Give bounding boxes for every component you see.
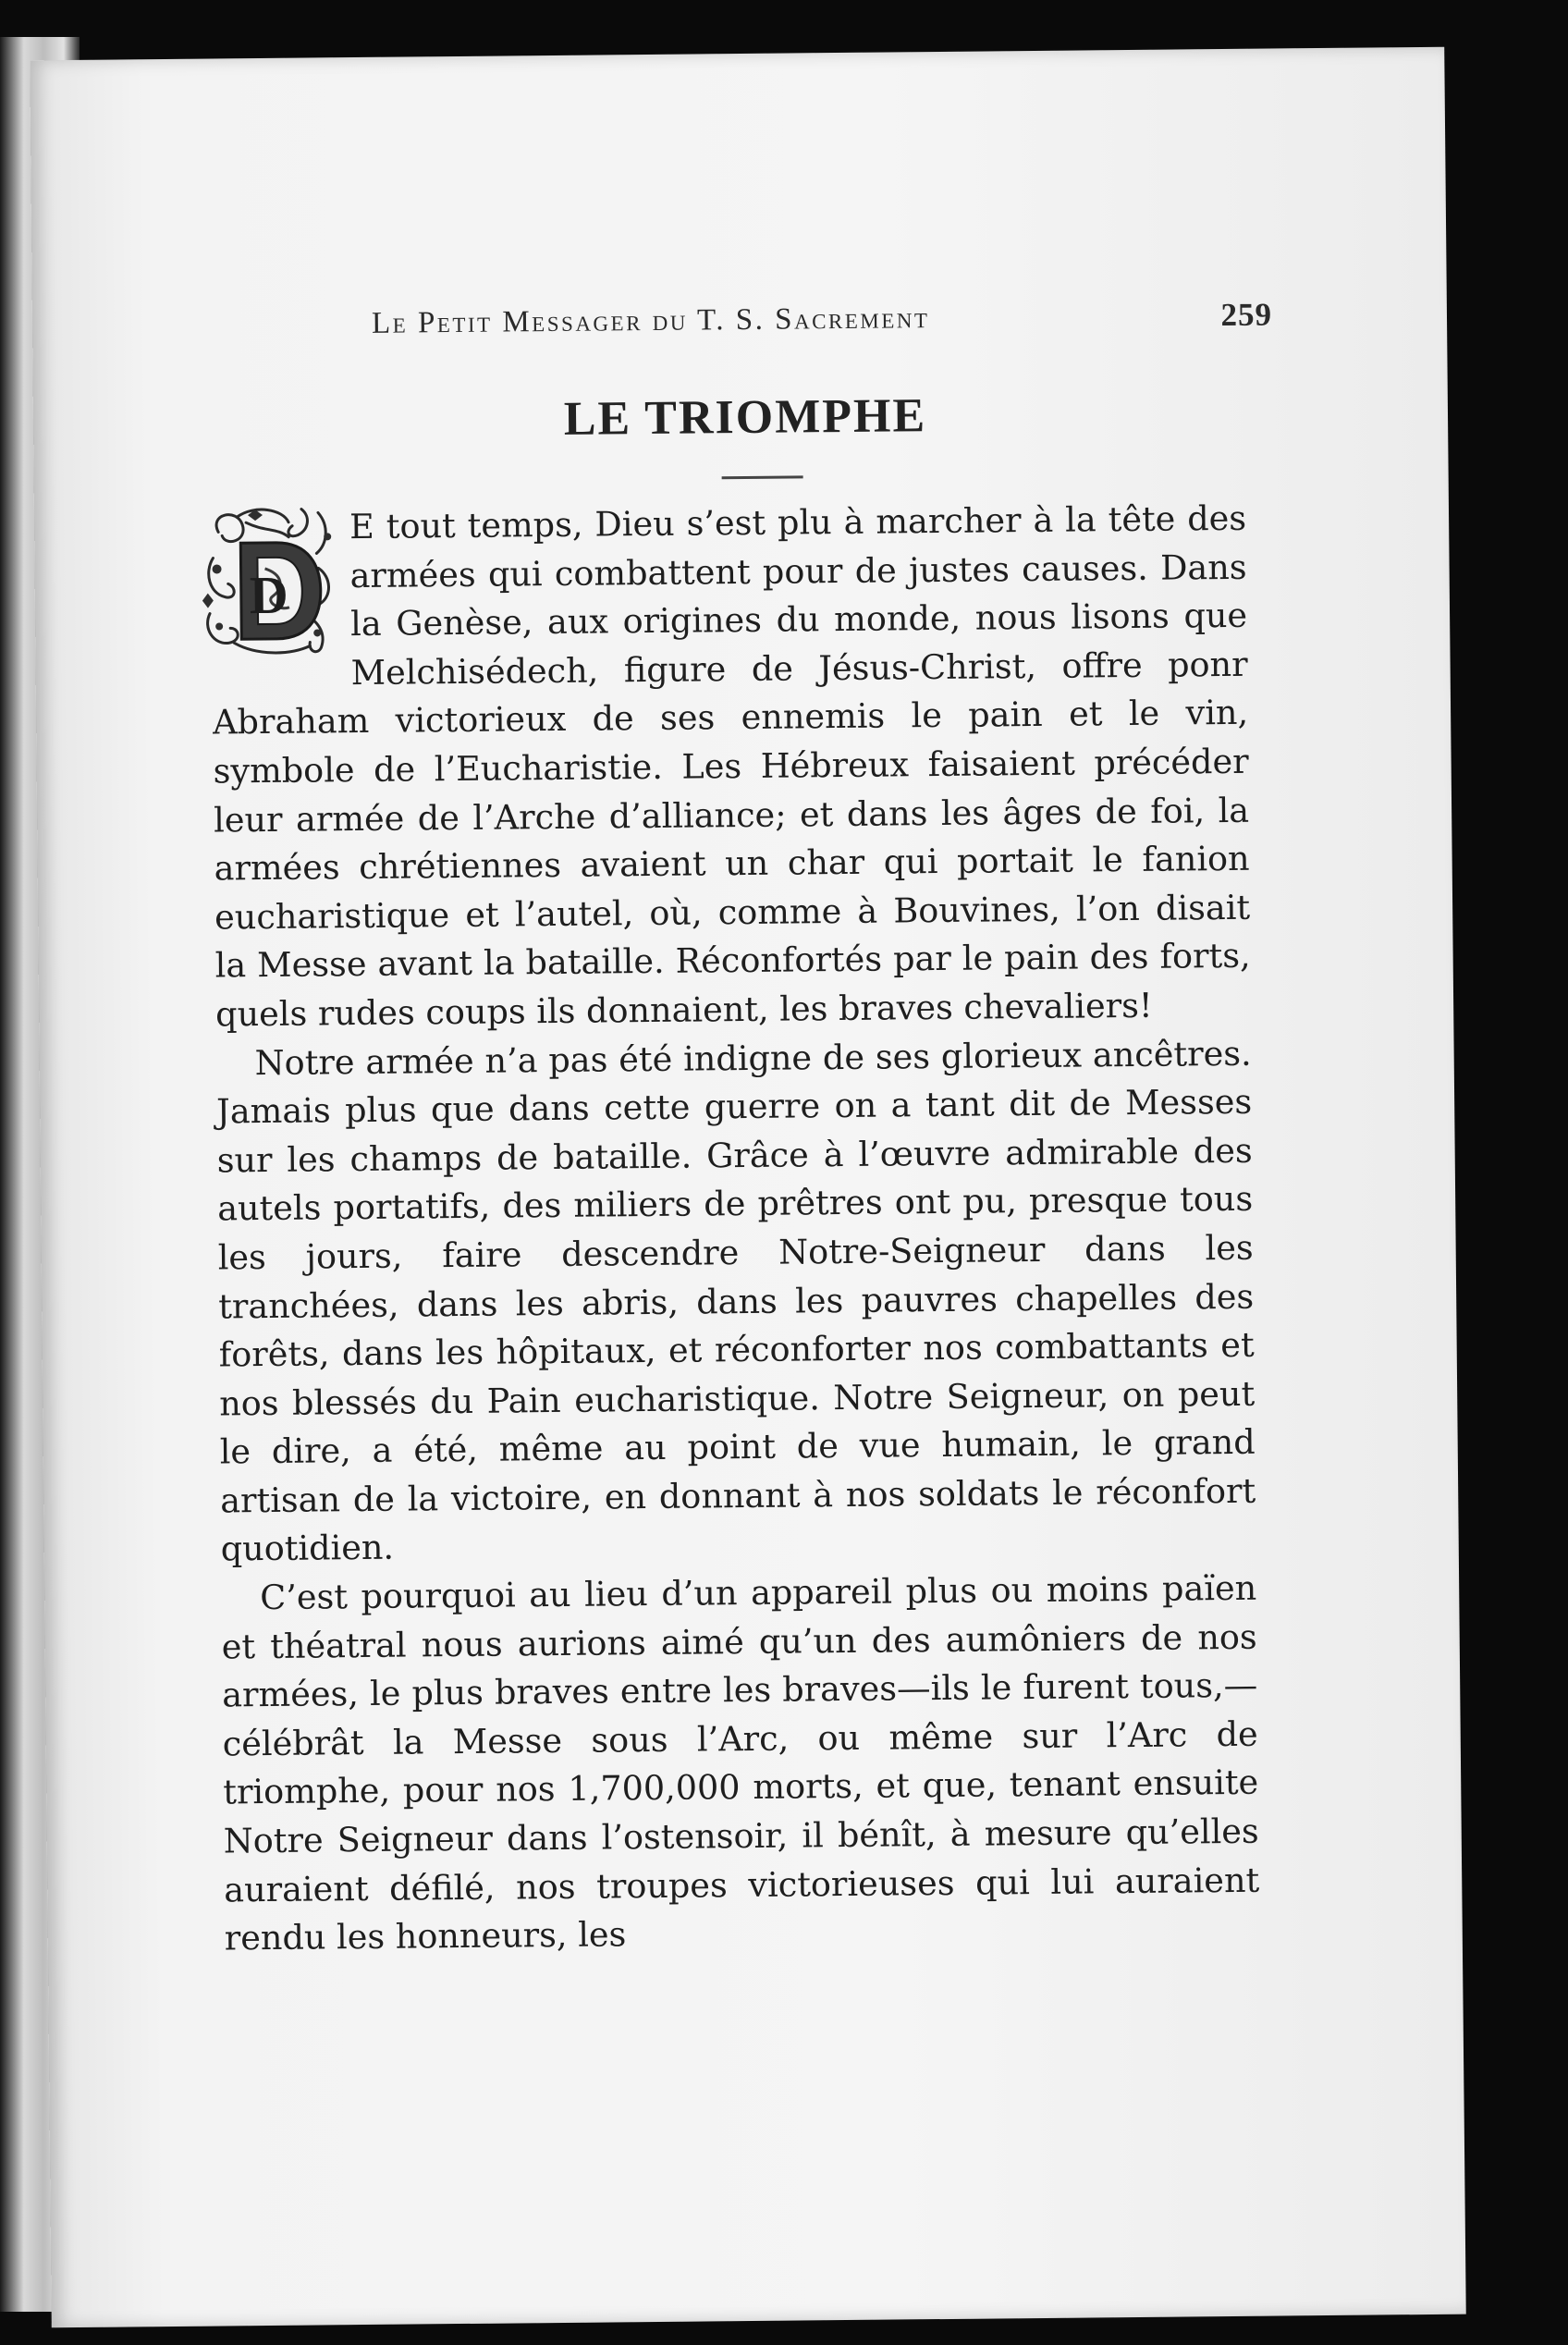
drop-cap-letter: D — [249, 564, 289, 626]
running-header — [208, 234, 1273, 340]
running-title: Le Petit Messager du T. S. Sacrement — [371, 301, 930, 340]
page-number: 259 — [1220, 296, 1273, 334]
paragraph-3: C’est pourquoi au lieu d’un appareil plus ou moins païen et théatral nous aurions aimé qu’un des aumôniers de nos armées, le plus braves entre les braves—ils le furent tous,—célébrât la Messe sous l’Arc, ou même sur l’Arc de triomphe, pour nos 1,700,000 morts, et que, tenant ensuite Notre Seigneur dans l’ostensoir, il bénît, à mesure qu’elles auraient défilé, nos troupes victorieuses qui lui auraient rendu les honneurs, les — [221, 1567, 1260, 1958]
article-body — [211, 495, 1260, 1963]
paragraph-1: E tout temps, Dieu s’est plu à marcher à la tête des armées qui combattent pour de justes causes. Dans la Genèse, aux origines du monde, nous lisons que Melchisédech, figure de Jésus-Christ, offre ponr Abraham victorieux de ses ennemis le pain et le vin, symbole de l’Eucharistie. Les Hébreux faisaient précéder leur armée de l’Arche d’alliance; et dans les âges de foi, la armées chrétiennes avaient un char qui portait le fanion eucharistique et l’autel, où, comme à Bouvines, l’on disait la Messe avant la bataille. Réconfortés par le pain des forts, quels rudes coups ils donnaient, les braves chevaliers! — [212, 497, 1251, 1035]
chapter-title: LE TRIOMPHE — [563, 389, 927, 446]
ornamental-drop-cap — [200, 503, 340, 659]
page-content — [208, 234, 1273, 1963]
book-page — [30, 47, 1465, 2328]
paragraph-2: Notre armée n’a pas été indigne de ses glorieux ancêtres. Jamais plus que dans cette guerre on a tant dit de Messes sur les champs de bataille. Grâce à l’œuvre admirable des autels portatifs, des miliers de prêtres ont pu, presque tous les jours, faire descendre Notre-Seigneur dans les tranchées, dans les abris, dans les pauvres chapelles des forêts, dans les hôpitaux, et réconforter nos combattants et nos blessés du Pain eucharistique. Notre Seigneur, on peut le dire, a été, même au point de vue humain, le grand artisan de la victoire, en donnant à nos soldats le réconfort quotidien. — [215, 1033, 1256, 1569]
title-rule — [722, 475, 803, 479]
